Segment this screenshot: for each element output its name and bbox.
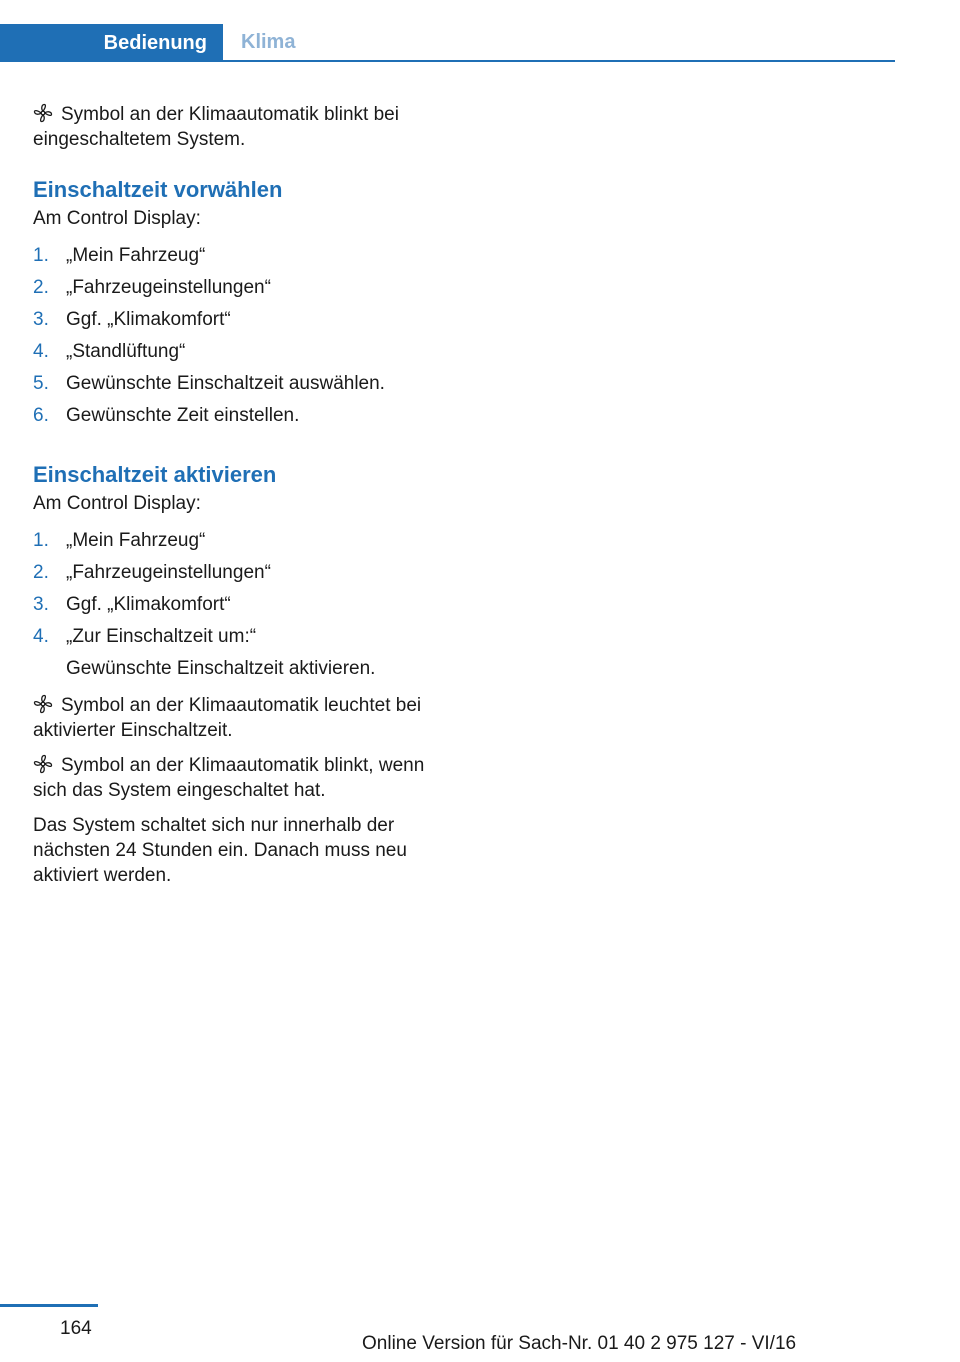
step-text: „Mein Fahrzeug“ — [66, 530, 206, 551]
step-number: 1. — [33, 530, 49, 551]
note-blinkt-text: Symbol an der Klimaautomatik blinkt, wenn sich das System eingeschaltet hat. — [33, 755, 425, 801]
step-number: 1. — [33, 245, 49, 266]
list-item — [33, 371, 453, 403]
step4-detail: Gewünschte Einschaltzeit aktivieren. — [66, 658, 376, 679]
footer-divider — [0, 1304, 98, 1307]
step-text: „Zur Einschaltzeit um:“ — [66, 626, 257, 647]
step-text: Ggf. „Klimakomfort“ — [66, 309, 231, 330]
list-item — [33, 403, 453, 435]
step-number: 4. — [33, 341, 49, 362]
step-text: Gewünschte Einschaltzeit auswählen. — [66, 373, 385, 394]
step-number: 5. — [33, 373, 49, 394]
header-divider — [0, 60, 895, 62]
note-blinkt — [33, 753, 453, 803]
fan-icon — [33, 754, 53, 774]
list-item — [33, 275, 453, 307]
note-24-stunden: Das System schaltet sich nur innerhalb der nächsten 24 Stunden ein. Danach muss neu aktiviert werden. — [33, 815, 407, 886]
footer-online-version: Online Version für Sach-Nr. 01 40 2 975 127 - VI/16 — [362, 1333, 797, 1354]
list-item — [33, 528, 453, 560]
step-text: „Fahrzeugeinstellungen“ — [66, 277, 271, 298]
list-item — [33, 592, 453, 624]
step-text: Ggf. „Klimakomfort“ — [66, 594, 231, 615]
fan-icon — [33, 694, 53, 714]
header-tabs — [0, 24, 895, 62]
step-text: Gewünschte Zeit einstellen. — [66, 405, 300, 426]
tab-bedienung[interactable] — [0, 24, 223, 62]
note-leuchtet-text: Symbol an der Klimaautomatik leuchtet bei aktivierter Einschaltzeit. — [33, 695, 422, 741]
intro-paragraph — [33, 102, 453, 152]
list-item — [33, 307, 453, 339]
step-number: 2. — [33, 277, 49, 298]
page-number: 164 — [60, 1318, 92, 1339]
list-item — [33, 560, 453, 592]
fan-icon — [33, 103, 53, 123]
step-number: 3. — [33, 594, 49, 615]
list-item — [33, 624, 453, 656]
section1-steps — [33, 243, 453, 435]
intro-text: Symbol an der Klimaautomatik blinkt bei eingeschaltetem System. — [33, 104, 399, 150]
note-leuchtet — [33, 693, 453, 743]
list-item — [33, 243, 453, 275]
page-content — [33, 102, 453, 898]
section2-steps — [33, 528, 453, 656]
step-number: 3. — [33, 309, 49, 330]
step-text: „Fahrzeugeinstellungen“ — [66, 562, 271, 583]
step-number: 6. — [33, 405, 49, 426]
section2-lead: Am Control Display: — [33, 493, 201, 514]
section1-lead: Am Control Display: — [33, 208, 201, 229]
tab-klima[interactable] — [223, 24, 295, 60]
section-heading-aktivieren: Einschaltzeit aktivieren — [33, 462, 277, 487]
step-number: 4. — [33, 626, 49, 647]
step-text: „Standlüftung“ — [66, 341, 186, 362]
section-heading-vorwaehlen: Einschaltzeit vorwählen — [33, 177, 283, 202]
list-item — [33, 339, 453, 371]
tab-bedienung-label: Bedienung — [103, 31, 207, 54]
step-text: „Mein Fahrzeug“ — [66, 245, 206, 266]
step-number: 2. — [33, 562, 49, 583]
tab-klima-label: Klima — [241, 30, 296, 53]
